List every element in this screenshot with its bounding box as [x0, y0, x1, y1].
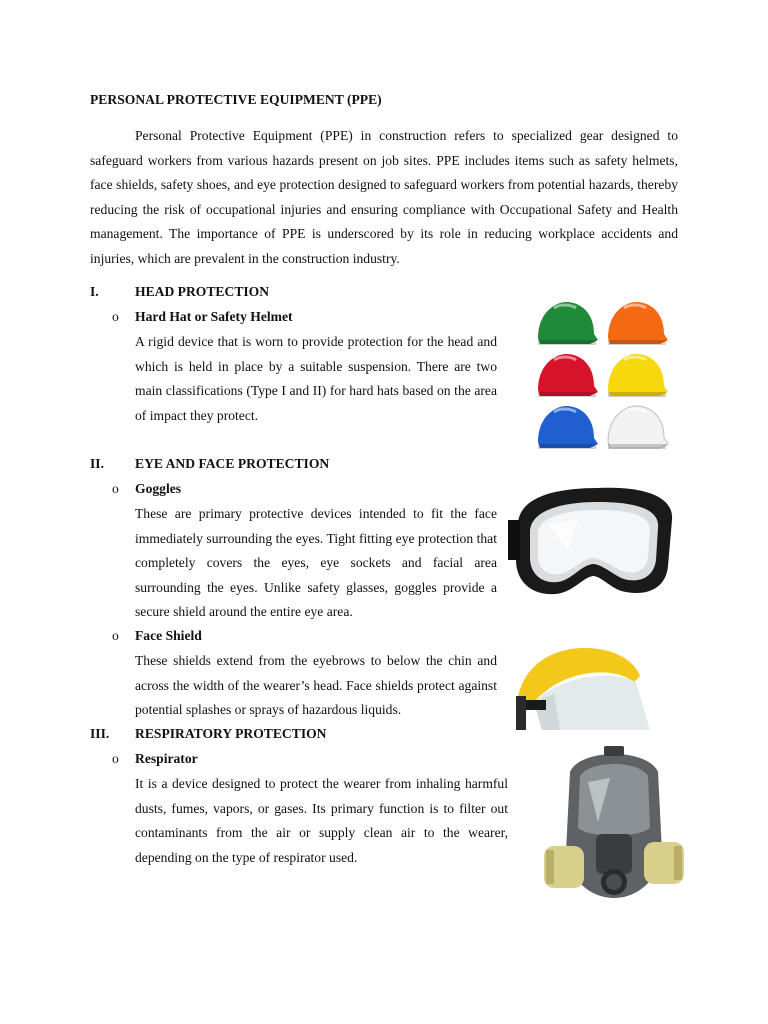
helmet-white	[608, 406, 668, 449]
item-text-hard-hat: A rigid device that is worn to provide protection for the head and which is held in place by a suitable suspension. There are two main classifications (Type I and II) for hard hats based on the area of impact they protect.	[135, 334, 497, 423]
helmet-yellow	[608, 354, 668, 397]
item-heading-goggles	[112, 481, 181, 497]
item-heading-face-shield	[112, 628, 202, 644]
item-heading-hard-hat	[112, 309, 293, 325]
respirator-image	[540, 742, 688, 902]
section-number: I.	[90, 284, 99, 299]
section-heading-head-protection	[90, 284, 269, 300]
item-text-face-shield: These shields extend from the eyebrows to below the chin and across the width of the wearer’s head. Face shields protect against potential splashes or sprays of hazardous liquids.	[135, 653, 497, 718]
item-title: Face Shield	[135, 628, 202, 643]
goggles-image	[508, 480, 678, 604]
item-heading-respirator	[112, 751, 198, 767]
item-title: Goggles	[135, 481, 182, 496]
section-heading-eye-face	[90, 456, 329, 472]
bullet-marker: o	[112, 751, 119, 766]
item-text-goggles: These are primary protective devices intended to fit the face immediately surrounding the eyes. Tight fitting eye protection that completely covers the eyes, eye sockets and facial area surrounding the eyes. Unlike safety glasses, goggles provide a secure shield around the entire eye area.	[135, 506, 497, 620]
section-number: II.	[90, 456, 104, 471]
item-title: Hard Hat or Safety Helmet	[135, 309, 293, 324]
bullet-marker: o	[112, 309, 119, 324]
section-heading-respiratory	[90, 726, 327, 742]
helmet-red	[538, 354, 598, 397]
bullet-marker: o	[112, 628, 119, 643]
page-title: PERSONAL PROTECTIVE EQUIPMENT (PPE)	[90, 92, 382, 107]
intro-paragraph: Personal Protective Equipment (PPE) in construction refers to specialized gear designed to safeguard workers from various hazards present on job sites. PPE includes items such as safety helmets, face shields, safety shoes, and eye protection designed to safeguard workers from potential hazards, thereby reducing the risk of occupational injuries and ensuring compliance with Occupational Safety and Health management. The importance of PPE is underscored by its role in reducing workplace accidents and injuries, which are prevalent in the construction industry.	[90, 128, 678, 266]
section-title: EYE AND FACE PROTECTION	[135, 456, 330, 471]
safety-helmets-image	[528, 296, 676, 456]
item-text-respirator: It is a device designed to protect the wearer from inhaling harmful dusts, fumes, vapors, or gases. Its primary function is to filter out contaminants from the air or supply clean air to the wearer, depending on the type of respirator used.	[135, 776, 508, 865]
helmet-blue	[538, 406, 598, 449]
helmet-green	[538, 302, 598, 345]
helmet-orange	[608, 302, 668, 345]
section-number: III.	[90, 726, 110, 741]
section-title: HEAD PROTECTION	[135, 284, 270, 299]
section-title: RESPIRATORY PROTECTION	[135, 726, 327, 741]
bullet-marker: o	[112, 481, 119, 496]
item-title: Respirator	[135, 751, 198, 766]
face-shield-image	[514, 640, 654, 732]
